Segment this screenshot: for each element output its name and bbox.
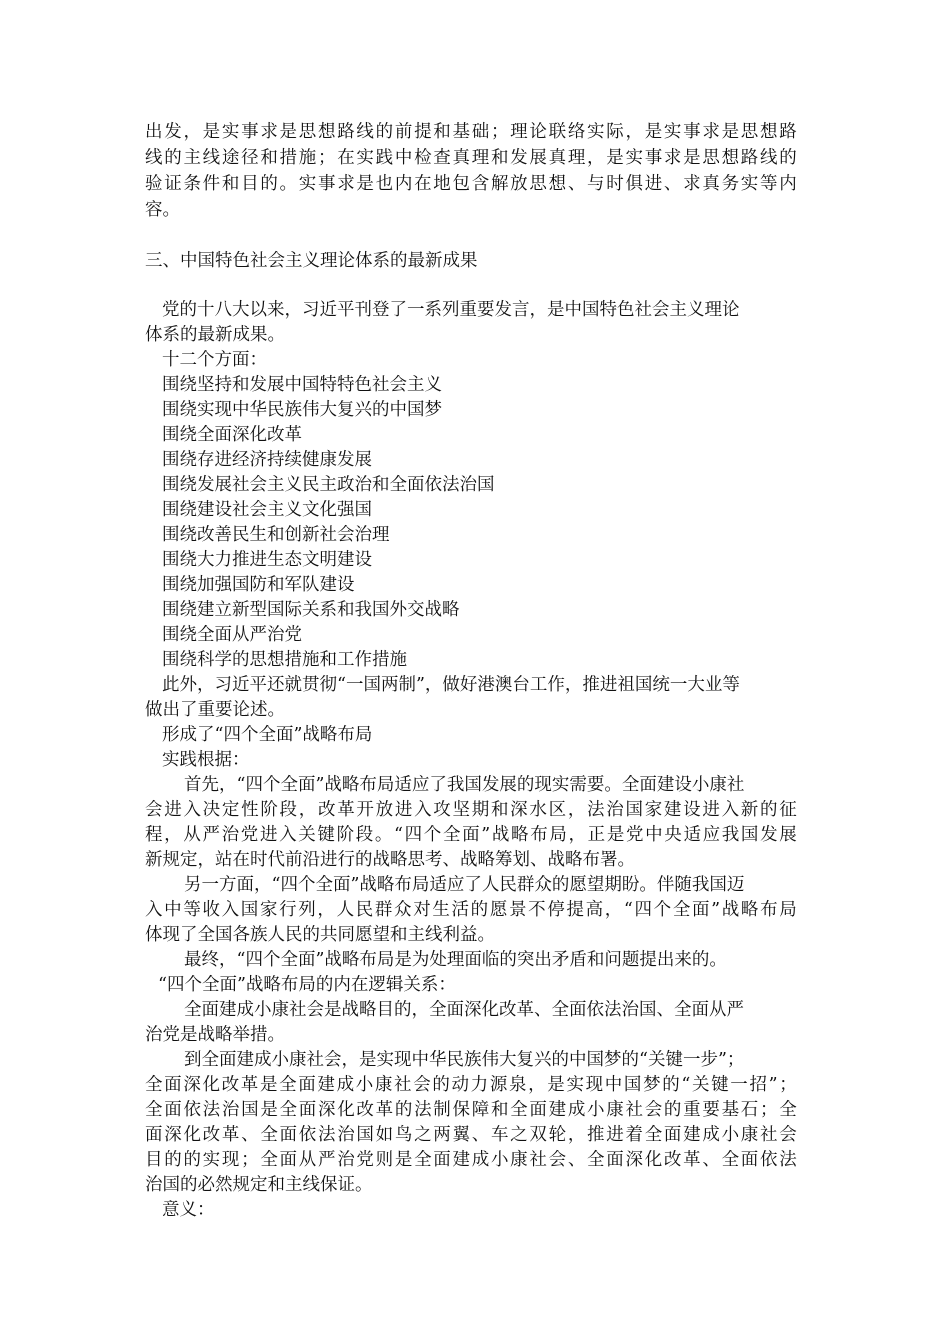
- text-line: 全面建成小康社会是战略目的，全面深化改革、全面依法治国、全面从严: [184, 1000, 744, 1020]
- text-line: 此外，习近平还就贯彻“一国两制”，做好港澳台工作，推进祖国统一大业等: [162, 675, 740, 695]
- text-line: 面 深 化 改 革 、 全 面 依 法 治 国 如 鸟 之 两 翼 、 车 之 双 轮 ， 推 进 着 全 面 建 成 小 康 社 会: [145, 1125, 797, 1145]
- list-item: 围绕实现中华民族伟大复兴的中国梦: [162, 400, 442, 420]
- list-item: 围绕改善民生和创新社会治理: [162, 525, 390, 545]
- list-item: 围绕建立新型国际关系和我国外交战略: [162, 600, 460, 620]
- text-line: 治党是战略举措。: [145, 1025, 285, 1045]
- text-line: 目 的 的 实 现 ； 全 面 从 严 治 党 则 是 全 面 建 成 小 康 社 会 、 全 面 深 化 改 革 、 全 面 依 法: [145, 1150, 797, 1170]
- list-item: 围绕坚持和发展中国特特色社会主义: [162, 375, 442, 395]
- list-item: 围绕大力推进生态文明建设: [162, 550, 372, 570]
- list-item: 围绕建设社会主义文化强国: [162, 500, 372, 520]
- text-line: 党的十八大以来，习近平刊登了一系列重要发言，是中国特色社会主义理论: [162, 300, 740, 320]
- text-line: “四个全面”战略布局的内在逻辑关系：: [158, 975, 456, 995]
- text-line: 形成了“四个全面”战略布局: [162, 725, 373, 745]
- text-line: 线 的 主 线 途 径 和 措 施 ； 在 实 践 中 检 查 真 理 和 发 展 真 理 ， 是 实 事 求 是 思 想 路 线 的: [145, 148, 797, 168]
- text-line: 程 ， 从 严 治 党 进 入 关 键 阶 段 。 “ 四 个 全 面 ” 战 略 布 局 ， 正 是 党 中 央 适 应 我 国 发 展: [145, 825, 797, 845]
- text-line: 全 面 依 法 治 国 是 全 面 深 化 改 革 的 法 制 保 障 和 全 面 建 成 小 康 社 会 的 重 要 基 石 ； 全: [145, 1100, 797, 1120]
- text-line: 体现了全国各族人民的共同愿望和主线利益。: [145, 925, 495, 945]
- text-line: 体系的最新成果。: [145, 325, 285, 345]
- text-line: 新规定，站在时代前沿进行的战略思考、战略筹划、战略布署。: [145, 850, 635, 870]
- section-heading: 三、中国特色社会主义理论体系的最新成果: [145, 251, 478, 271]
- text-line: 会 进 入 决 定 性 阶 段 ， 改 革 开 放 进 入 攻 坚 期 和 深 水 区 ， 法 治 国 家 建 设 进 入 新 的 征: [145, 800, 797, 820]
- text-line: 意义：: [162, 1200, 215, 1220]
- list-item: 围绕科学的思想措施和工作措施: [162, 650, 407, 670]
- text-line: 另一方面，“四个全面”战略布局适应了人民群众的愿望期盼。伴随我国迈: [184, 875, 745, 895]
- list-item: 围绕发展社会主义民主政治和全面依法治国: [162, 475, 495, 495]
- text-line: 全 面 深 化 改 革 是 全 面 建 成 小 康 社 会 的 动 力 源 泉 ， 是 实 现 中 国 梦 的 “ 关 键 一 招 ” ；: [145, 1075, 797, 1095]
- text-line: 治国的必然规定和主线保证。: [145, 1175, 373, 1195]
- list-item: 围绕加强国防和军队建设: [162, 575, 355, 595]
- text-line: 首先，“四个全面”战略布局适应了我国发展的现实需要。全面建设小康社: [184, 775, 745, 795]
- text-line: 容。: [145, 200, 180, 220]
- list-item: 围绕存进经济持续健康发展: [162, 450, 372, 470]
- text-line: 到全面建成小康社会，是实现中华民族伟大复兴的中国梦的“关键一步”；: [184, 1050, 745, 1070]
- text-line: 入 中 等 收 入 国 家 行 列 ， 人 民 群 众 对 生 活 的 愿 景 不 停 提 高 ， “ 四 个 全 面 ” 战 略 布 局: [145, 900, 797, 920]
- text-line: 做出了重要论述。: [145, 700, 285, 720]
- text-line: 实践根据：: [162, 750, 250, 770]
- list-item: 围绕全面从严治党: [162, 625, 302, 645]
- list-item: 围绕全面深化改革: [162, 425, 302, 445]
- text-line: 出 发 ， 是 实 事 求 是 思 想 路 线 的 前 提 和 基 础 ； 理 论 联 络 实 际 ， 是 实 事 求 是 思 想 路: [145, 122, 797, 142]
- list-label: 十二个方面：: [162, 350, 267, 370]
- text-line: 验 证 条 件 和 目 的 。 实 事 求 是 也 内 在 地 包 含 解 放 思 想 、 与 时 俱 进 、 求 真 务 实 等 内: [145, 174, 797, 194]
- text-line: 最终，“四个全面”战略布局是为处理面临的突出矛盾和问题提出来的。: [184, 950, 727, 970]
